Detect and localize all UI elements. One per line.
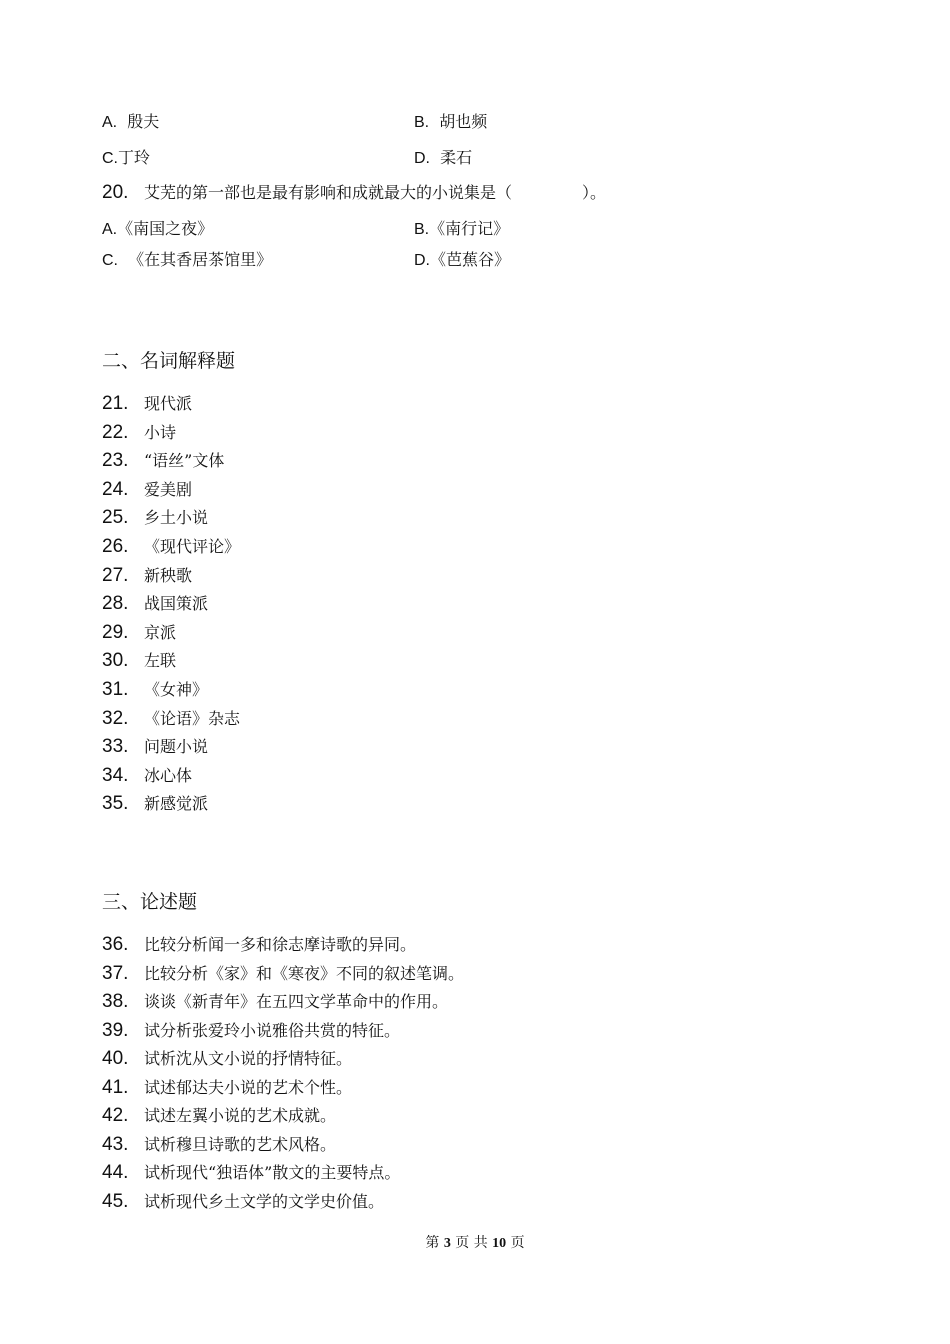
option-letter: C. bbox=[102, 150, 118, 167]
list-item bbox=[102, 650, 240, 679]
q19-option-b bbox=[414, 112, 487, 133]
q19-option-d bbox=[414, 148, 472, 169]
list-item bbox=[102, 565, 240, 594]
list-item bbox=[102, 793, 240, 822]
q20-option-c bbox=[102, 250, 272, 271]
option-text: 柔石 bbox=[440, 148, 473, 167]
item-text: 战国策派 bbox=[144, 594, 209, 614]
item-text: 新感觉派 bbox=[144, 794, 209, 814]
item-number: 26. bbox=[102, 535, 129, 557]
section-3-list bbox=[102, 934, 464, 1219]
item-number: 21. bbox=[102, 393, 129, 414]
list-item bbox=[102, 765, 240, 794]
list-item bbox=[102, 679, 240, 708]
question-stem: 艾芜的第一部也是最有影响和成就最大的小说集是（ bbox=[144, 183, 513, 202]
option-text: 丁玲 bbox=[118, 148, 151, 167]
item-text: 试述郁达夫小说的艺术个性。 bbox=[144, 1077, 353, 1097]
item-text: 比较分析闻一多和徐志摩诗歌的异同。 bbox=[144, 935, 417, 954]
item-text: 谈谈《新青年》在五四文学革命中的作用。 bbox=[144, 992, 449, 1011]
item-number: 37. bbox=[102, 962, 129, 984]
item-number: 42. bbox=[102, 1105, 129, 1126]
item-number: 38. bbox=[102, 991, 129, 1012]
item-number: 31. bbox=[102, 678, 129, 700]
list-item bbox=[102, 393, 240, 422]
item-text: 《女神》 bbox=[144, 679, 209, 699]
q20-option-d bbox=[414, 250, 510, 271]
option-letter: D. bbox=[414, 252, 430, 269]
item-number: 43. bbox=[102, 1133, 129, 1155]
q20-option-b bbox=[414, 219, 509, 240]
footer-suffix: 页 bbox=[510, 1235, 525, 1251]
list-item bbox=[102, 708, 240, 737]
item-number: 32. bbox=[102, 707, 129, 729]
list-item bbox=[102, 479, 240, 508]
option-letter: C. bbox=[102, 252, 118, 269]
question-20 bbox=[102, 182, 606, 204]
q19-option-c bbox=[102, 148, 150, 169]
list-item bbox=[102, 991, 464, 1020]
item-number: 41. bbox=[102, 1076, 129, 1098]
item-text: 左联 bbox=[144, 651, 177, 671]
item-number: 24. bbox=[102, 478, 129, 500]
question-number: 20. bbox=[102, 182, 129, 203]
list-item bbox=[102, 1191, 464, 1220]
list-item bbox=[102, 963, 464, 992]
item-number: 29. bbox=[102, 621, 129, 643]
option-text: 胡也频 bbox=[439, 112, 488, 131]
option-text: 《南行记》 bbox=[429, 219, 510, 238]
question-stem-end: ）。 bbox=[582, 183, 607, 202]
item-number: 39. bbox=[102, 1019, 129, 1041]
item-number: 45. bbox=[102, 1190, 129, 1212]
item-text: 《现代评论》 bbox=[144, 536, 241, 556]
section-2-title: 二、名词解释题 bbox=[102, 350, 236, 372]
item-text: 新秧歌 bbox=[144, 565, 193, 585]
item-number: 35. bbox=[102, 793, 129, 815]
list-item bbox=[102, 622, 240, 651]
option-letter: A. bbox=[102, 114, 118, 131]
item-text: 乡土小说 bbox=[144, 508, 209, 528]
list-item bbox=[102, 1048, 464, 1077]
item-text: 试析沈从文小说的抒情特征。 bbox=[144, 1049, 353, 1068]
list-item bbox=[102, 422, 240, 451]
option-text: 《南国之夜》 bbox=[117, 219, 214, 238]
option-text: 《在其香居茶馆里》 bbox=[128, 250, 273, 269]
list-item bbox=[102, 507, 240, 536]
item-number: 40. bbox=[102, 1048, 129, 1069]
option-letter: B. bbox=[414, 221, 430, 238]
item-text: 试析现代乡土文学的文学史价值。 bbox=[144, 1191, 385, 1211]
item-text: 现代派 bbox=[144, 394, 193, 413]
item-text: 试析现代“独语体”散文的主要特点。 bbox=[144, 1163, 401, 1182]
list-item bbox=[102, 934, 464, 963]
list-item bbox=[102, 1105, 464, 1134]
q20-option-a bbox=[102, 219, 213, 240]
item-number: 27. bbox=[102, 564, 129, 586]
list-item bbox=[102, 1162, 464, 1191]
page-footer bbox=[0, 1234, 950, 1253]
item-number: 22. bbox=[102, 421, 129, 443]
total-pages-number: 10 bbox=[492, 1236, 507, 1251]
q19-option-a bbox=[102, 112, 159, 133]
list-item bbox=[102, 1134, 464, 1163]
option-letter: A. bbox=[102, 221, 118, 238]
item-text: 小诗 bbox=[144, 422, 177, 442]
item-text: 试分析张爱玲小说雅俗共赏的特征。 bbox=[144, 1020, 401, 1040]
item-text: 试述左翼小说的艺术成就。 bbox=[144, 1106, 337, 1125]
item-text: 《论语》杂志 bbox=[144, 708, 241, 728]
footer-prefix: 第 bbox=[425, 1235, 440, 1251]
item-number: 23. bbox=[102, 450, 129, 472]
item-text: 京派 bbox=[144, 622, 177, 642]
list-item bbox=[102, 736, 240, 765]
item-text: “语丝”文体 bbox=[144, 451, 225, 471]
section-2-list bbox=[102, 393, 240, 822]
current-page-number: 3 bbox=[443, 1236, 451, 1251]
item-number: 34. bbox=[102, 764, 129, 786]
list-item bbox=[102, 450, 240, 479]
list-item bbox=[102, 536, 240, 565]
list-item bbox=[102, 1020, 464, 1049]
item-number: 36. bbox=[102, 934, 129, 955]
item-text: 爱美剧 bbox=[144, 479, 193, 499]
item-number: 28. bbox=[102, 593, 129, 615]
item-text: 比较分析《家》和《寒夜》不同的叙述笔调。 bbox=[144, 963, 465, 983]
item-number: 33. bbox=[102, 736, 129, 758]
list-item bbox=[102, 593, 240, 622]
section-3-title: 三、论述题 bbox=[102, 891, 198, 913]
item-number: 44. bbox=[102, 1162, 129, 1183]
option-letter: B. bbox=[414, 114, 430, 131]
footer-middle: 页 共 bbox=[455, 1235, 488, 1251]
item-number: 25. bbox=[102, 507, 129, 529]
option-text: 《芭蕉谷》 bbox=[430, 250, 511, 269]
option-letter: D. bbox=[414, 150, 430, 167]
item-text: 问题小说 bbox=[144, 737, 209, 757]
item-text: 冰心体 bbox=[144, 765, 193, 785]
option-text: 殷夫 bbox=[127, 112, 160, 131]
list-item bbox=[102, 1077, 464, 1106]
item-text: 试析穆旦诗歌的艺术风格。 bbox=[144, 1134, 337, 1154]
item-number: 30. bbox=[102, 650, 129, 672]
